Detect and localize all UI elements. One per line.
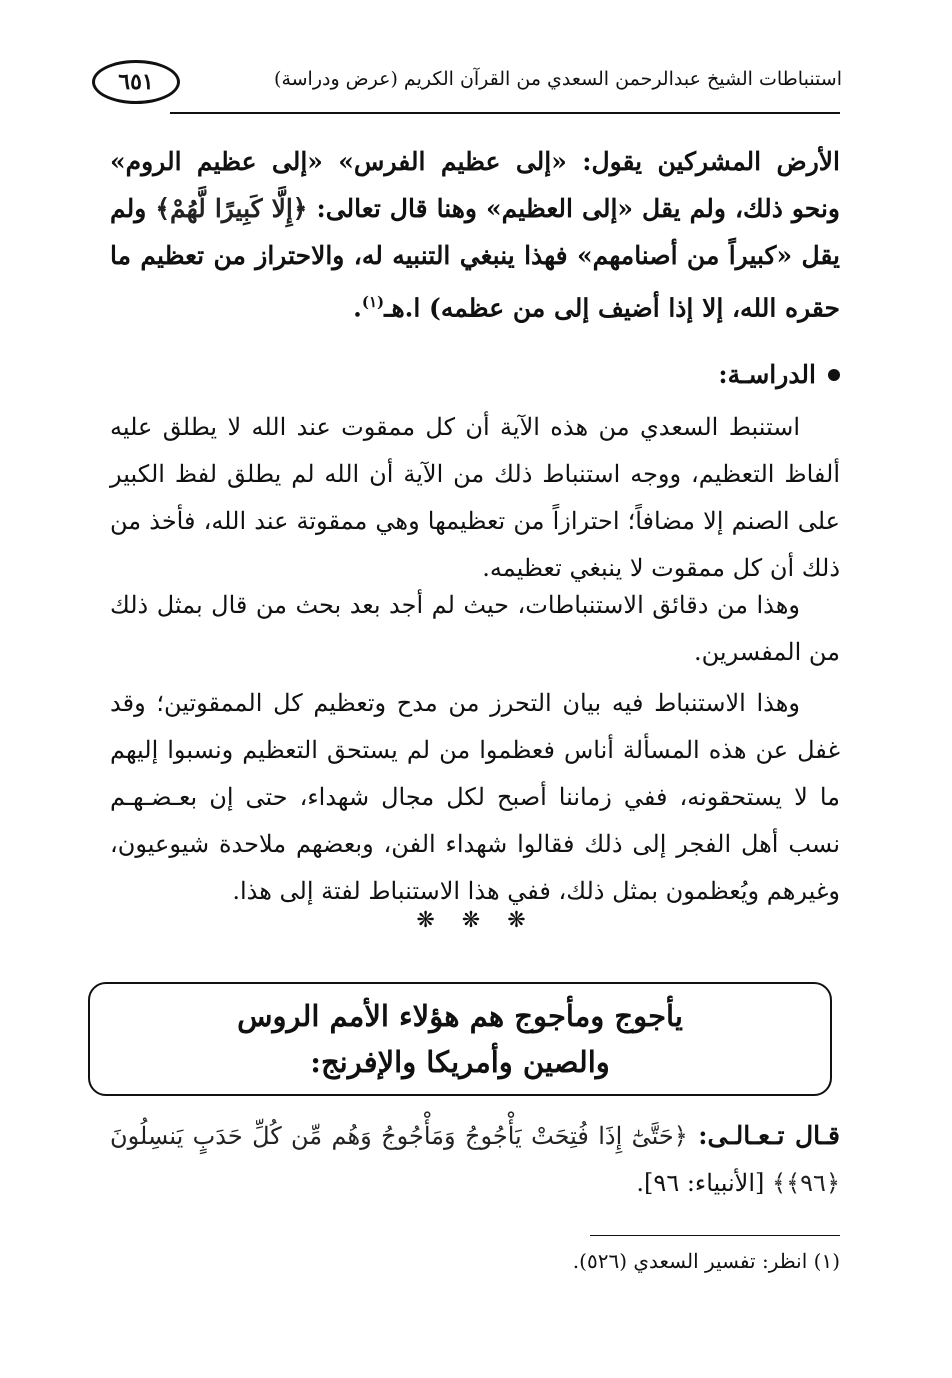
intro-paragraph bbox=[110, 138, 840, 331]
page-number-badge bbox=[92, 60, 180, 104]
intro-line-1: الأرض المشركين يقول: «إلى عظيم الفرس» «إلى عظيم الروم» ونحو bbox=[110, 147, 840, 223]
footnote: (١) انظر: تفسير السعدي (٥٢٦). bbox=[572, 1249, 840, 1273]
section-title-box bbox=[88, 982, 832, 1096]
verse-paragraph bbox=[110, 1112, 840, 1207]
footnote-rule bbox=[590, 1235, 840, 1236]
footnote-ref: (١) bbox=[361, 293, 385, 311]
study-paragraph-1: استنبط السعدي من هذه الآية أن كل ممقوت عند الله لا يطلق عليه ألفاظ التعظيم، ووجه استنباط ذلك من الآية أن الله لم يطلق لفظ الكبير على الصنم إلا مضافاً؛ احترازاً من تعظيمها وهي ممقوتة عند الله، فأخذ من ذلك أن كل ممقوت لا ينبغي تعظيمه. bbox=[110, 413, 840, 582]
verse-citation: [الأنبياء: ٩٦]. bbox=[636, 1169, 773, 1197]
intro-line-2-post: ولم bbox=[110, 194, 156, 223]
header-rule bbox=[170, 112, 840, 114]
study-paragraph-2: وهذا من دقائق الاستنباطات، حيث لم أجد بعد بحث من قال بمثل ذلك من المفسرين. bbox=[110, 591, 840, 666]
verse-intro: قـال تـعـالـى: bbox=[687, 1121, 841, 1150]
section-title-line-1: يأجوج ومأجوج هم هؤلاء الأمم الروس bbox=[237, 999, 683, 1033]
intro-line-3: يقل «كبيراً من أصنامهم» فهذا ينبغي التنبيه له، والاحتراز من تعظيم ما bbox=[110, 241, 840, 270]
quran-quote: ﴿إِلَّا كَبِيرًا لَّهُمْ﴾ bbox=[155, 194, 308, 223]
page-number: ٦٥١ bbox=[118, 69, 154, 95]
study-paragraph-3: وهذا الاستنباط فيه بيان التحرز من مدح وتعظيم كل الممقوتين؛ وقد غفل عن هذه المسألة أناس فعظموا من لم يستحق التعظيم ونسبوا إليهم ما لا يستحقونه، ففي زماننا أصبح لكل مجال شهداء، حتى إن بعـضـهـم نسب أهل الفجر إلى ذلك فقالوا شهداء الفن، وبعضهم ملاحدة شيوعيون، وغيرهم ويُعظمون بمثل ذلك، ففي هذا الاستنباط لفتة إلى هذا. bbox=[110, 689, 840, 905]
study-heading-text: الدراسـة: bbox=[718, 360, 816, 389]
study-heading bbox=[540, 360, 840, 389]
intro-line-4: حقره الله، إلا إذا أضيف إلى من عظمه) ا.هـ bbox=[384, 293, 840, 323]
section-title-line-2: والصين وأمريكا والإفرنج: bbox=[310, 1045, 610, 1079]
intro-line-4-end: . bbox=[353, 293, 362, 323]
verse-text: ﴿حَتَّىٰٓ إِذَا فُتِحَتْ يَأْجُوجُ وَمَأْجُوجُ وَهُم مِّن كُلِّ حَدَبٍ يَنسِلُونَ ﴿٩٦﴾﴾ bbox=[110, 1122, 840, 1197]
bullet-icon bbox=[828, 369, 840, 381]
running-title: استنباطات الشيخ عبدالرحمن السعدي من القرآن الكريم (عرض ودراسة) bbox=[274, 68, 842, 90]
intro-line-2-pre: ذلك، ولم يقل «إلى العظيم» وهنا قال تعالى: bbox=[307, 194, 783, 223]
separator-ornament: ❋ ❋ ❋ bbox=[416, 908, 536, 933]
